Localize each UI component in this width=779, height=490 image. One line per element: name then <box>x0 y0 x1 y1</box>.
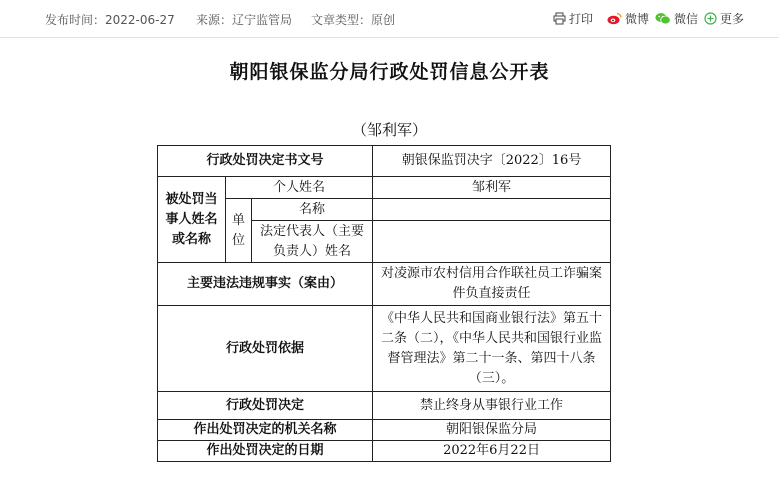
table-row <box>158 392 611 420</box>
article-type: 文章类型：原创 <box>311 13 396 27</box>
authority-value: 朝阳银保监分局 <box>373 420 611 441</box>
legal-rep-label: 法定代表人（主要负责人）姓名 <box>252 221 373 263</box>
doc-number-label: 行政处罚决定书文号 <box>158 146 373 177</box>
more-label: 更多 <box>720 12 745 26</box>
wechat-label: 微信 <box>674 12 699 26</box>
individual-value: 邹利军 <box>373 177 611 199</box>
individual-label: 个人姓名 <box>226 177 373 199</box>
print-button[interactable] <box>553 10 593 27</box>
article-meta-bar <box>0 0 779 38</box>
weibo-label: 微博 <box>625 12 650 26</box>
wechat-share-button[interactable] <box>655 10 698 27</box>
print-icon <box>553 12 566 25</box>
plus-circle-icon <box>704 12 717 25</box>
document-title: 朝阳银保监分局行政处罚信息公开表 <box>229 61 550 83</box>
doc-number-value: 朝银保监罚决字〔2022〕16号 <box>373 146 611 177</box>
table-row <box>158 306 611 392</box>
document-subtitle: （邹利军） <box>351 121 427 139</box>
more-share-button[interactable] <box>704 10 744 27</box>
unit-name-value <box>373 199 611 221</box>
publish-date: 发布时间：2022-06-27 <box>45 13 175 27</box>
unit-label: 单位 <box>226 199 252 263</box>
facts-value: 对凌源市农村信用合作联社员工诈骗案件负直接责任 <box>373 263 611 306</box>
table-row <box>158 146 611 177</box>
basis-value: 《中华人民共和国商业银行法》第五十二条（二），《中华人民共和国银行业监督管理法》第二十一条、第四十八条（三）。 <box>373 306 611 392</box>
decision-value: 禁止终身从事银行业工作 <box>373 392 611 420</box>
table-row <box>158 420 611 441</box>
source: 来源：辽宁监管局 <box>196 13 293 27</box>
legal-rep-value <box>373 221 611 263</box>
basis-label: 行政处罚依据 <box>158 306 373 392</box>
table-row <box>158 263 611 306</box>
decision-label: 行政处罚决定 <box>158 392 373 420</box>
date-value: 2022年6月22日 <box>373 441 611 462</box>
wechat-icon <box>655 12 671 25</box>
table-row <box>158 199 611 221</box>
facts-label: 主要违法违规事实（案由） <box>158 263 373 306</box>
weibo-icon <box>607 12 622 25</box>
authority-label: 作出处罚决定的机关名称 <box>158 420 373 441</box>
print-label: 打印 <box>569 12 594 26</box>
unit-name-label: 名称 <box>252 199 373 221</box>
table-row <box>158 441 611 462</box>
date-label: 作出处罚决定的日期 <box>158 441 373 462</box>
weibo-share-button[interactable] <box>607 10 649 27</box>
penalty-info-table <box>157 145 611 462</box>
table-row <box>158 177 611 199</box>
party-label: 被处罚当事人姓名或名称 <box>158 177 226 263</box>
